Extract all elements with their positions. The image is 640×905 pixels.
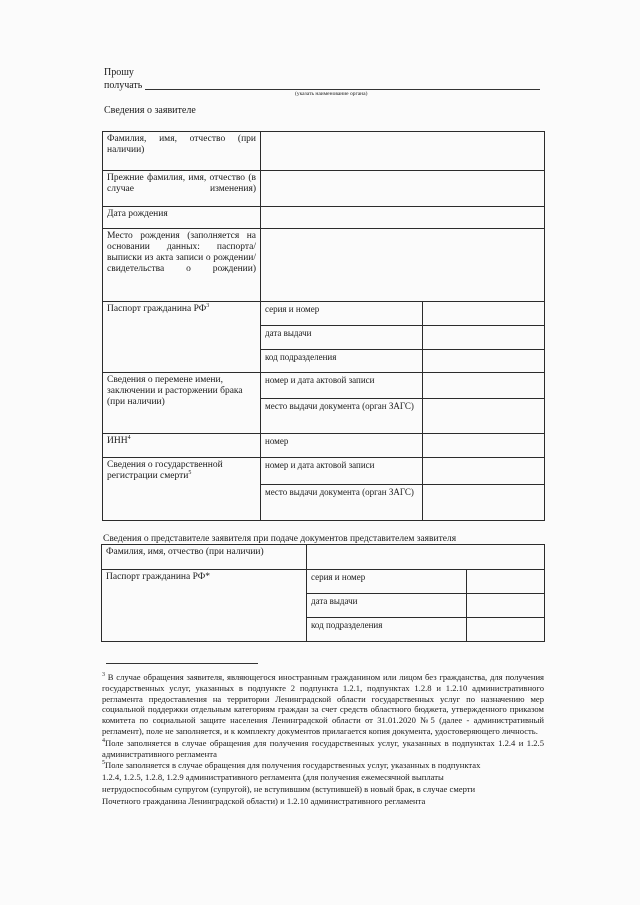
applicant-table xyxy=(102,131,545,521)
row-birth-place xyxy=(103,229,545,302)
label-death-registration: Сведения о государственной регистрации смерти$^5$ xyxy=(103,458,261,521)
label-rep-division-code: код подразделения xyxy=(307,618,467,642)
applicant-section-title: Сведения о заявителе xyxy=(104,105,196,116)
field-birth-date[interactable] xyxy=(261,207,545,229)
footnote-5: $^5$Поле заполняется в случае обращения для получения государственных услуг, указанных в подпунктах 1.2.4, 1.2.5, 1.2.8, 1.2.9 административного регламента (для получения ежемесячной выплаты нетрудоспособным супругом (супругой), не вступившим (вступившей) в новый брак, в случае смерти Почетного гражданина Ленинградской области) и 1.2.10 административного регламента xyxy=(102,760,481,806)
field-fio[interactable] xyxy=(261,132,545,171)
row-passport-series xyxy=(103,302,545,326)
footnote-4: $^4$Поле заполняется в случае обращения для получения государственных услуг, указанных в подпунктах 1.2.4 и 1.2.5 административного регламента xyxy=(102,737,544,759)
field-rep-series-number[interactable] xyxy=(467,570,545,594)
label-passport: Паспорт гражданина $РФ^3$ xyxy=(103,302,261,373)
label-prev-fio: Прежние фамилия, имя, отчество (в случае изменения) xyxy=(103,171,261,207)
field-death-issue-place[interactable] xyxy=(423,485,545,521)
label-death-issue-place: место выдачи документа (орган ЗАГС) xyxy=(261,485,423,521)
label-passport-series-number: серия и номер xyxy=(261,302,423,326)
row-prev-fio xyxy=(103,171,545,207)
label-name-change: Сведения о перемене имени, заключении и расторжении брака (при наличии) xyxy=(103,373,261,434)
label-rep-passport: Паспорт гражданина РФ* xyxy=(102,570,307,642)
field-prev-fio[interactable] xyxy=(261,171,545,207)
label-rep-fio: Фамилия, имя, отчество (при наличии) xyxy=(102,545,307,570)
representative-table xyxy=(101,544,545,642)
row-rep-fio xyxy=(102,545,545,570)
authority-hint: (указать наименование органа) xyxy=(295,91,368,97)
label-birth-date: Дата рождения xyxy=(103,207,261,229)
label-inn: ИНН$^4$ xyxy=(103,434,261,458)
field-name-change-act-record[interactable] xyxy=(423,373,545,399)
header-line-2: получать xyxy=(104,80,143,91)
field-death-act-record[interactable] xyxy=(423,458,545,485)
label-rep-series-number: серия и номер xyxy=(307,570,467,594)
footnote-separator xyxy=(106,663,258,664)
label-birth-place: Место рождения (заполняется на основании данных: паспорта/ выписки из акта записи о рождении/ свидетельства о рождении) xyxy=(103,229,261,302)
authority-fill-line[interactable] xyxy=(145,89,540,90)
field-passport-division-code[interactable] xyxy=(423,350,545,373)
row-death-act xyxy=(103,458,545,485)
footnotes xyxy=(102,672,544,808)
representative-section-title: Сведения о представителе заявителя при подаче документов представителем заявителя xyxy=(103,534,457,544)
label-rep-issue-date: дата выдачи xyxy=(307,594,467,618)
field-passport-issue-date[interactable] xyxy=(423,326,545,350)
field-name-change-issue-place[interactable] xyxy=(423,399,545,434)
label-name-change-issue-place: место выдачи документа (орган ЗАГС) xyxy=(261,399,423,434)
label-passport-division-code: код подразделения xyxy=(261,350,423,373)
row-birth-date xyxy=(103,207,545,229)
row-name-change-act xyxy=(103,373,545,399)
row-rep-series xyxy=(102,570,545,594)
header-line-1: Прошу xyxy=(104,67,134,78)
label-inn-number: номер xyxy=(261,434,423,458)
field-passport-series-number[interactable] xyxy=(423,302,545,326)
field-rep-division-code[interactable] xyxy=(467,618,545,642)
field-rep-issue-date[interactable] xyxy=(467,594,545,618)
field-inn-number[interactable] xyxy=(423,434,545,458)
label-death-act-record: номер и дата актовой записи xyxy=(261,458,423,485)
label-name-change-act-record: номер и дата актовой записи xyxy=(261,373,423,399)
row-inn xyxy=(103,434,545,458)
label-fio: Фамилия, имя, отчество (при наличии) xyxy=(103,132,261,171)
field-birth-place[interactable] xyxy=(261,229,545,302)
label-passport-issue-date: дата выдачи xyxy=(261,326,423,350)
row-fio xyxy=(103,132,545,171)
footnote-3: $^3$ В случае обращения заявителя, являющегося иностранным гражданином или лицом без гражданства, для получения государственных услуг, указанных в подпункте 2 подпункта 1.2.1, подпунктах 1.2.8 и 1.2.10 административного регламента предоставления на территории Ленинградской области государственных услуг по назначению мер социальной поддержки отдельным категориям граждан за счет средств областного бюджета, утвержденного приказом комитета по социальной защите населения Ленинградской области от 31.01.2020 №5 (далее - административный регламент), поле не заполняется, и к комплекту документов прилагается копия документа, удостоверяющего личность. xyxy=(102,672,544,736)
field-rep-fio[interactable] xyxy=(307,545,545,570)
